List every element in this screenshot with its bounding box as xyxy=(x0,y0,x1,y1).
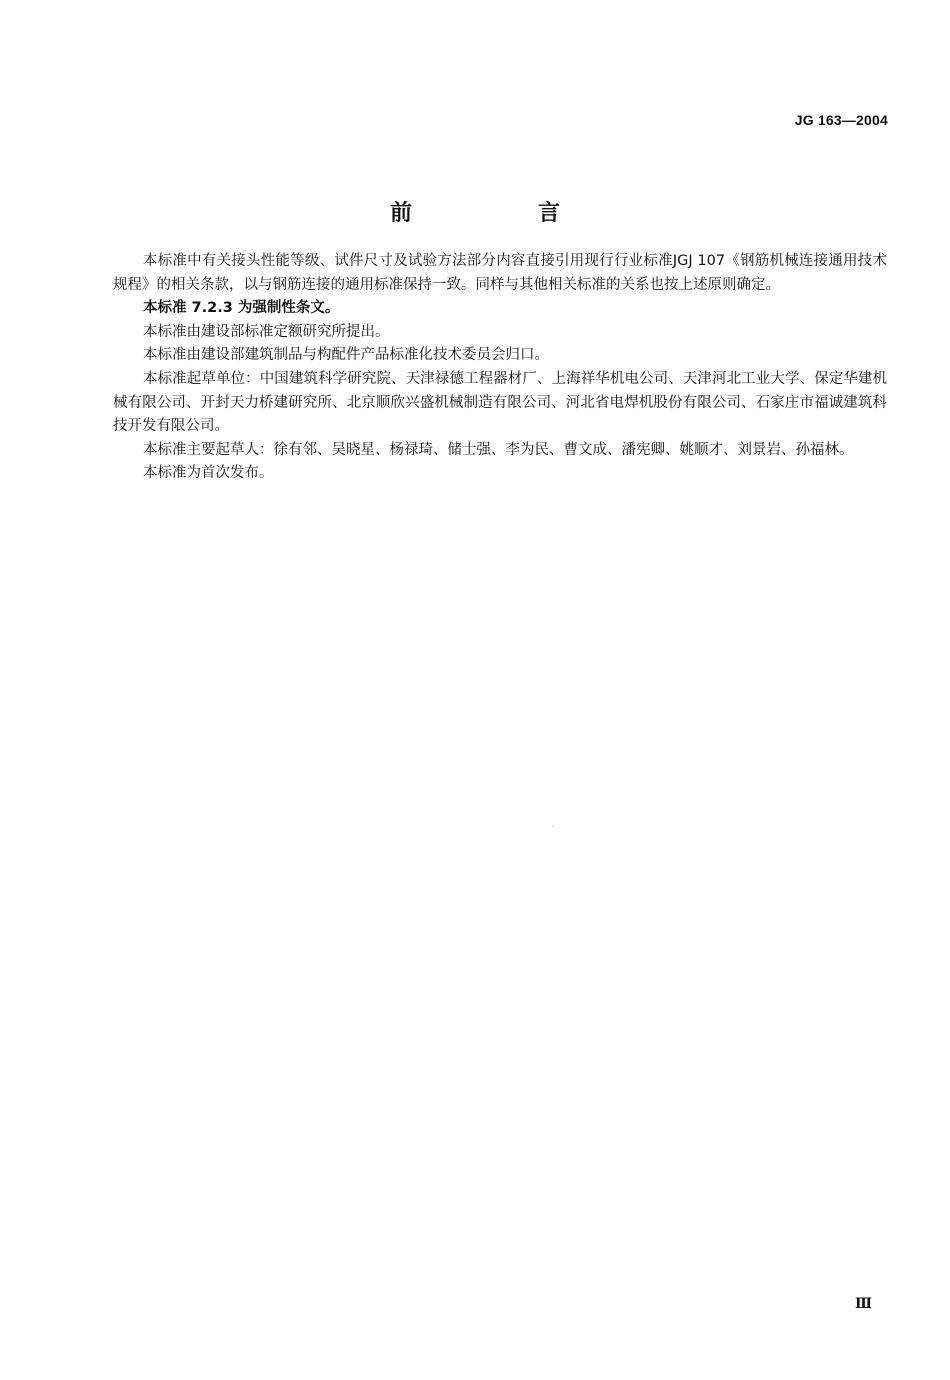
page-number: Ⅲ xyxy=(854,1296,872,1312)
standard-code: JG 163—2004 xyxy=(794,112,888,128)
paragraph-drafting-units: 本标准起草单位：中国建筑科学研究院、天津禄德工程器材厂、上海祥华机电公司、天津河北工业大学、保定华建机械有限公司、开封天力桥建研究所、北京顺欣兴盛机械制造有限公司、河北省电焊机股份有限公司、石家庄市福诚建筑科技开发有限公司。 xyxy=(113,370,887,435)
paragraph-mandatory-clause: 本标准 7.2.3 为强制性条文。 xyxy=(143,300,340,317)
page-title: 前 言 xyxy=(389,201,612,226)
paragraph-first-release: 本标准为首次发布。 xyxy=(143,465,274,482)
paragraph-main-drafters: 本标准主要起草人：徐有邻、吴晓星、杨禄琦、储士强、李为民、曹文成、潘宪卿、姚顺才、刘景岩、孙福林。 xyxy=(143,441,854,458)
paragraph-reference-standards: 本标准中有关接头性能等级、试件尺寸及试验方法部分内容直接引用现行行业标准JGJ 107《钢筋机械连接通用技术规程》的相关条款，以与钢筋连接的通用标准保持一致。同样与其他相关标准的关系也按上述原则确定。 xyxy=(113,253,887,293)
foreword-body xyxy=(113,250,887,486)
scan-speck xyxy=(552,826,554,827)
paragraph-under-jurisdiction: 本标准由建设部建筑制品与构配件产品标准化技术委员会归口。 xyxy=(143,347,549,364)
paragraph-proposed-by: 本标准由建设部标准定额研究所提出。 xyxy=(143,323,390,340)
